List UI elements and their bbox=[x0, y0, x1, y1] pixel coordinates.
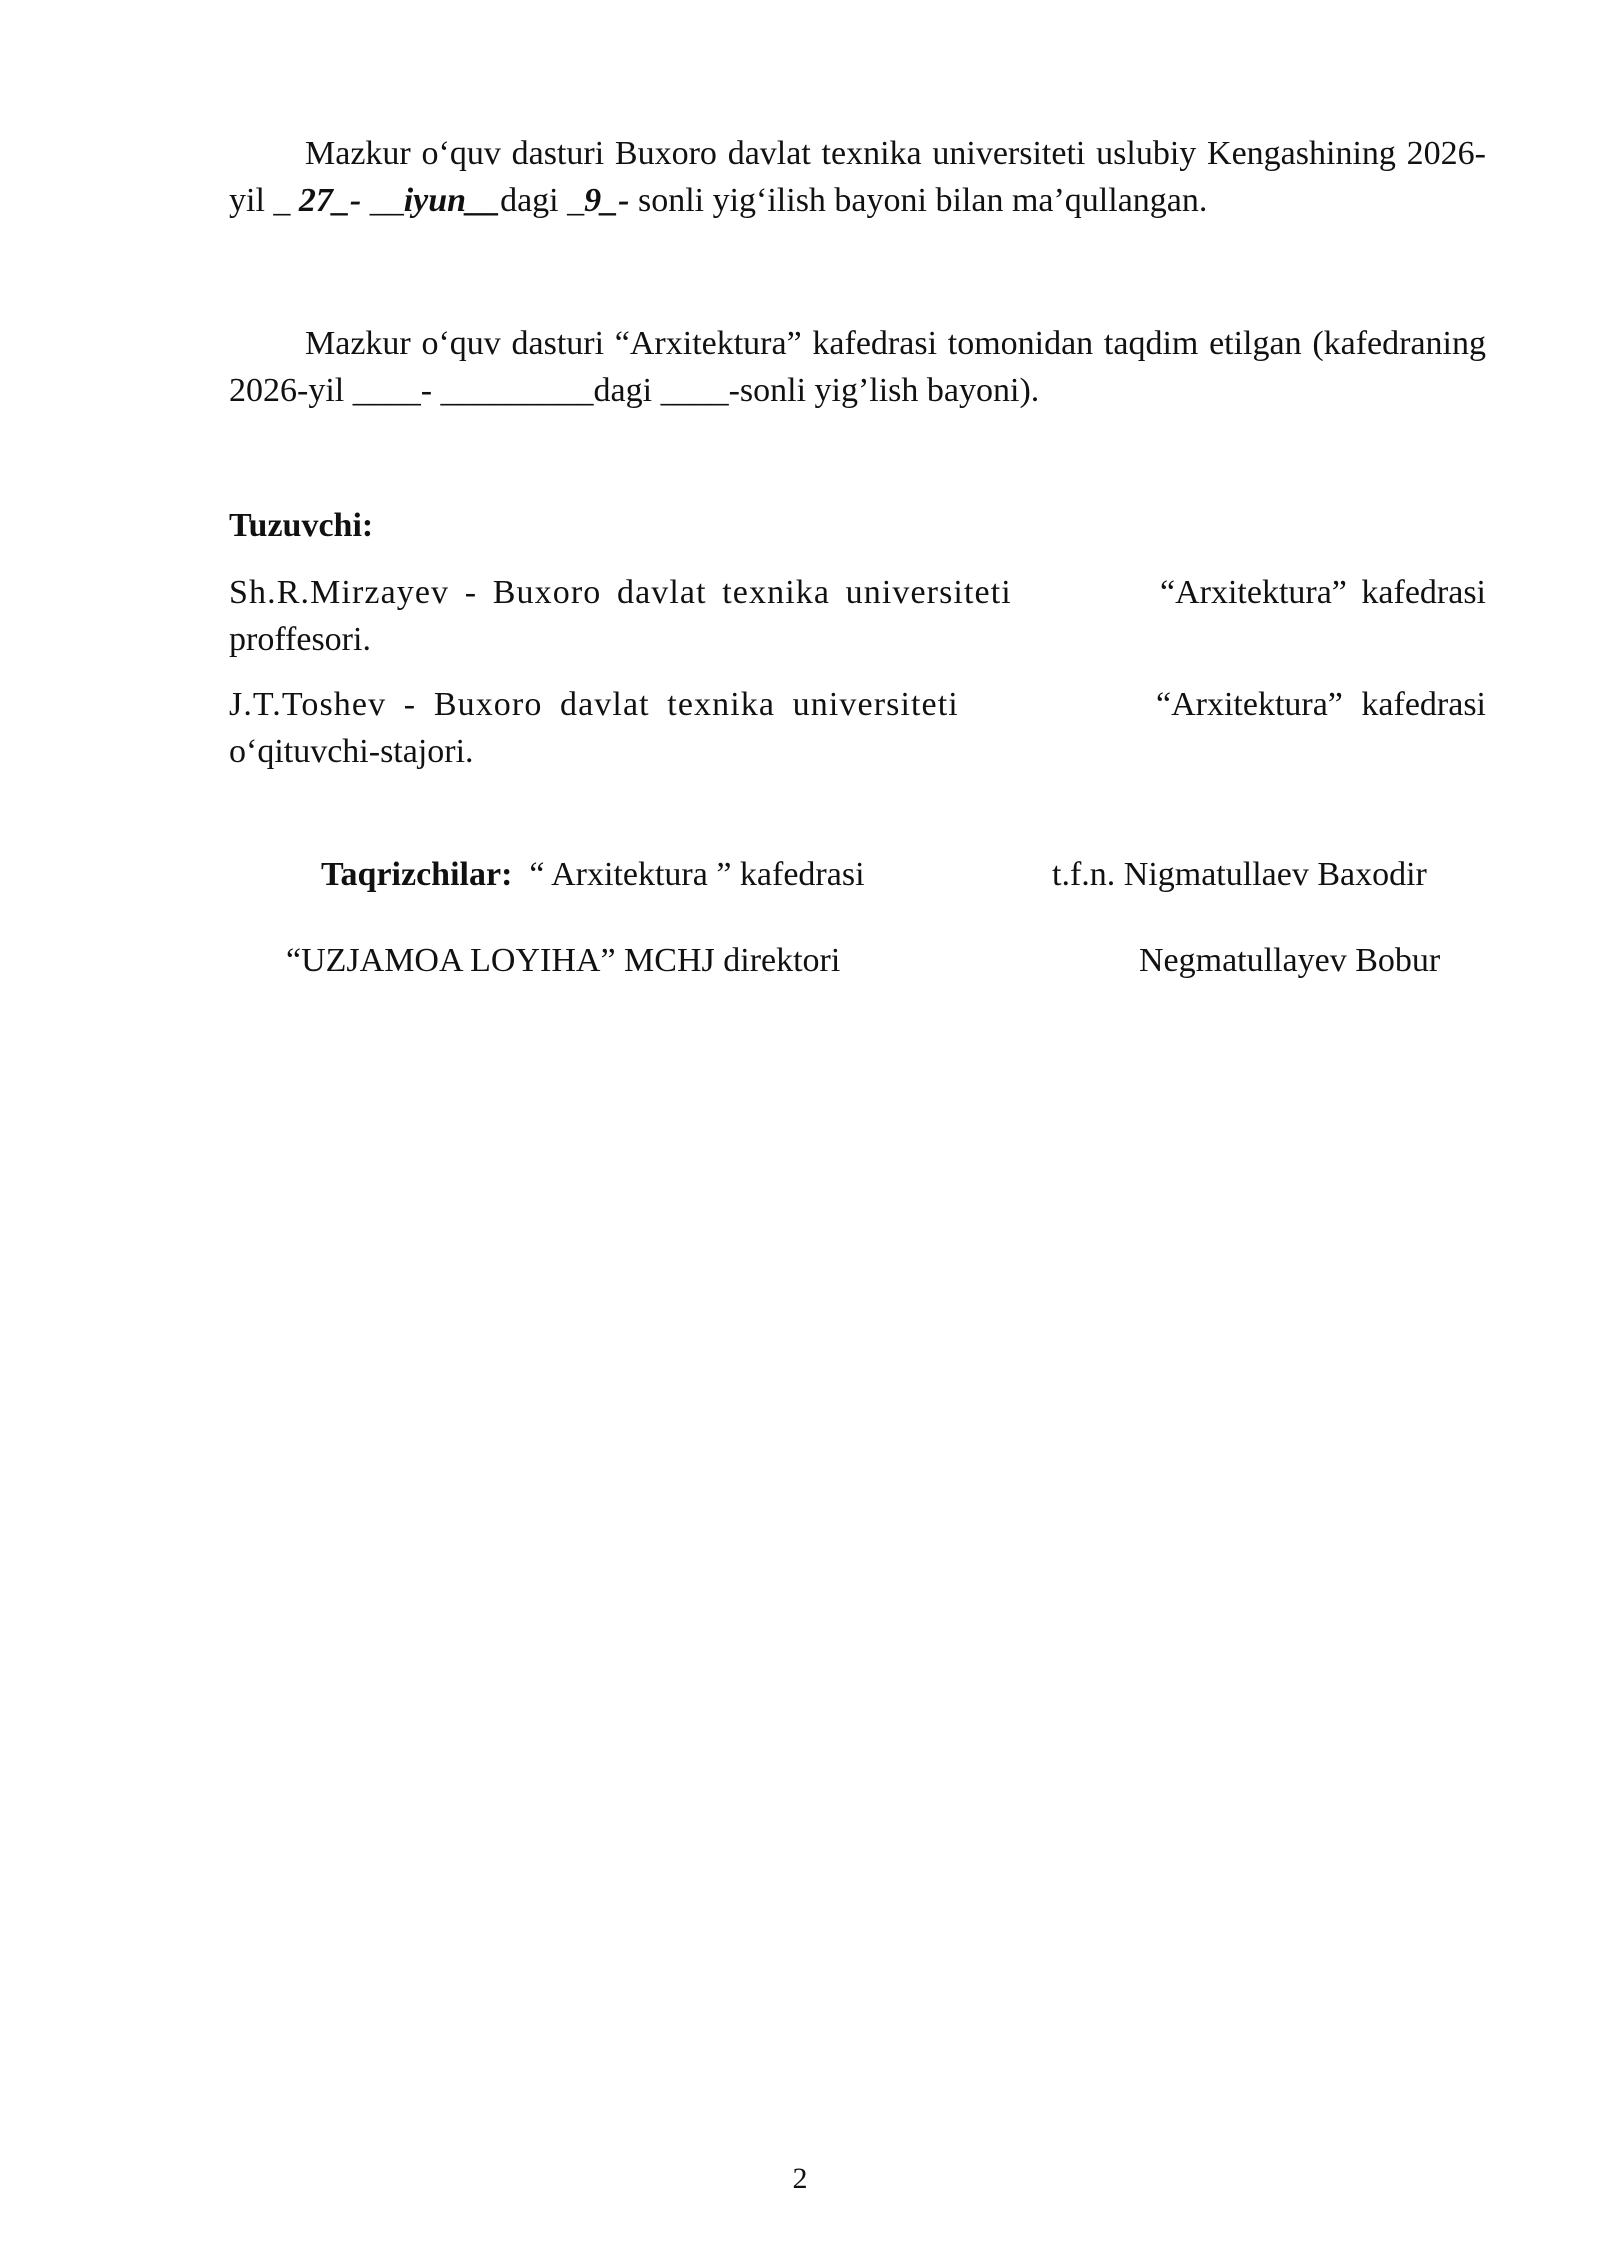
author-line bbox=[229, 681, 1486, 728]
reviewer-name-1: t.f.n. Nigmatullaev Baxodir bbox=[1052, 856, 1427, 893]
approval-paragraph bbox=[229, 130, 1486, 224]
approval-text-start: Mazkur o‘quv dasturi Buxoro davlat texnika universiteti uslubiy Kengashining 2026-yil _ bbox=[229, 135, 1486, 219]
reviewers-label: Taqrizchilar: bbox=[321, 856, 513, 893]
approval-underscore: __ bbox=[361, 182, 404, 219]
author-entry bbox=[229, 569, 1486, 663]
author-affiliation: J.T.Toshev - Buxoro davlat texnika universiteti bbox=[229, 686, 959, 723]
reviewer-row bbox=[229, 851, 1486, 898]
reviewers-block bbox=[229, 851, 1486, 991]
authors-heading: Tuzuvchi: bbox=[229, 507, 374, 544]
approval-month: iyun__ bbox=[403, 182, 501, 219]
author-affiliation: Sh.R.Mirzayev - Buxoro davlat texnika universiteti bbox=[229, 574, 1012, 611]
author-position: proffesori. bbox=[229, 621, 371, 658]
reviewer-org-1 bbox=[321, 851, 865, 898]
author-department: “Arxitektura” kafedrasi bbox=[1156, 686, 1486, 723]
author-department: “Arxitektura” kafedrasi bbox=[1160, 574, 1486, 611]
reviewer-org-2: “UZJAMOA LOYIHA” MCHJ direktori bbox=[286, 942, 841, 979]
approval-number: 9_- bbox=[584, 182, 630, 219]
approval-text-end: sonli yig‘ilish bayoni bilan ma’qullangan. bbox=[629, 182, 1208, 219]
reviewer-name-2: Negmatullayev Bobur bbox=[1139, 942, 1441, 979]
page-content bbox=[229, 130, 1486, 991]
author-position: o‘qituvchi-stajori. bbox=[229, 733, 474, 770]
approval-text-mid: dagi _ bbox=[500, 182, 585, 219]
submission-paragraph: Mazkur o‘quv dasturi “Arxitektura” kafedrasi tomonidan taqdim etilgan (kafedraning 2026-yil ____- _________dagi ____-sonli yig’lish bayoni). bbox=[229, 325, 1486, 409]
approval-day: 27_- bbox=[298, 182, 362, 219]
reviewer-org-text: “ Arxitektura ” kafedrasi bbox=[529, 856, 865, 893]
author-line bbox=[229, 569, 1486, 616]
author-entry bbox=[229, 681, 1486, 775]
page-number: 2 bbox=[792, 2162, 808, 2195]
reviewer-row bbox=[229, 937, 1486, 984]
